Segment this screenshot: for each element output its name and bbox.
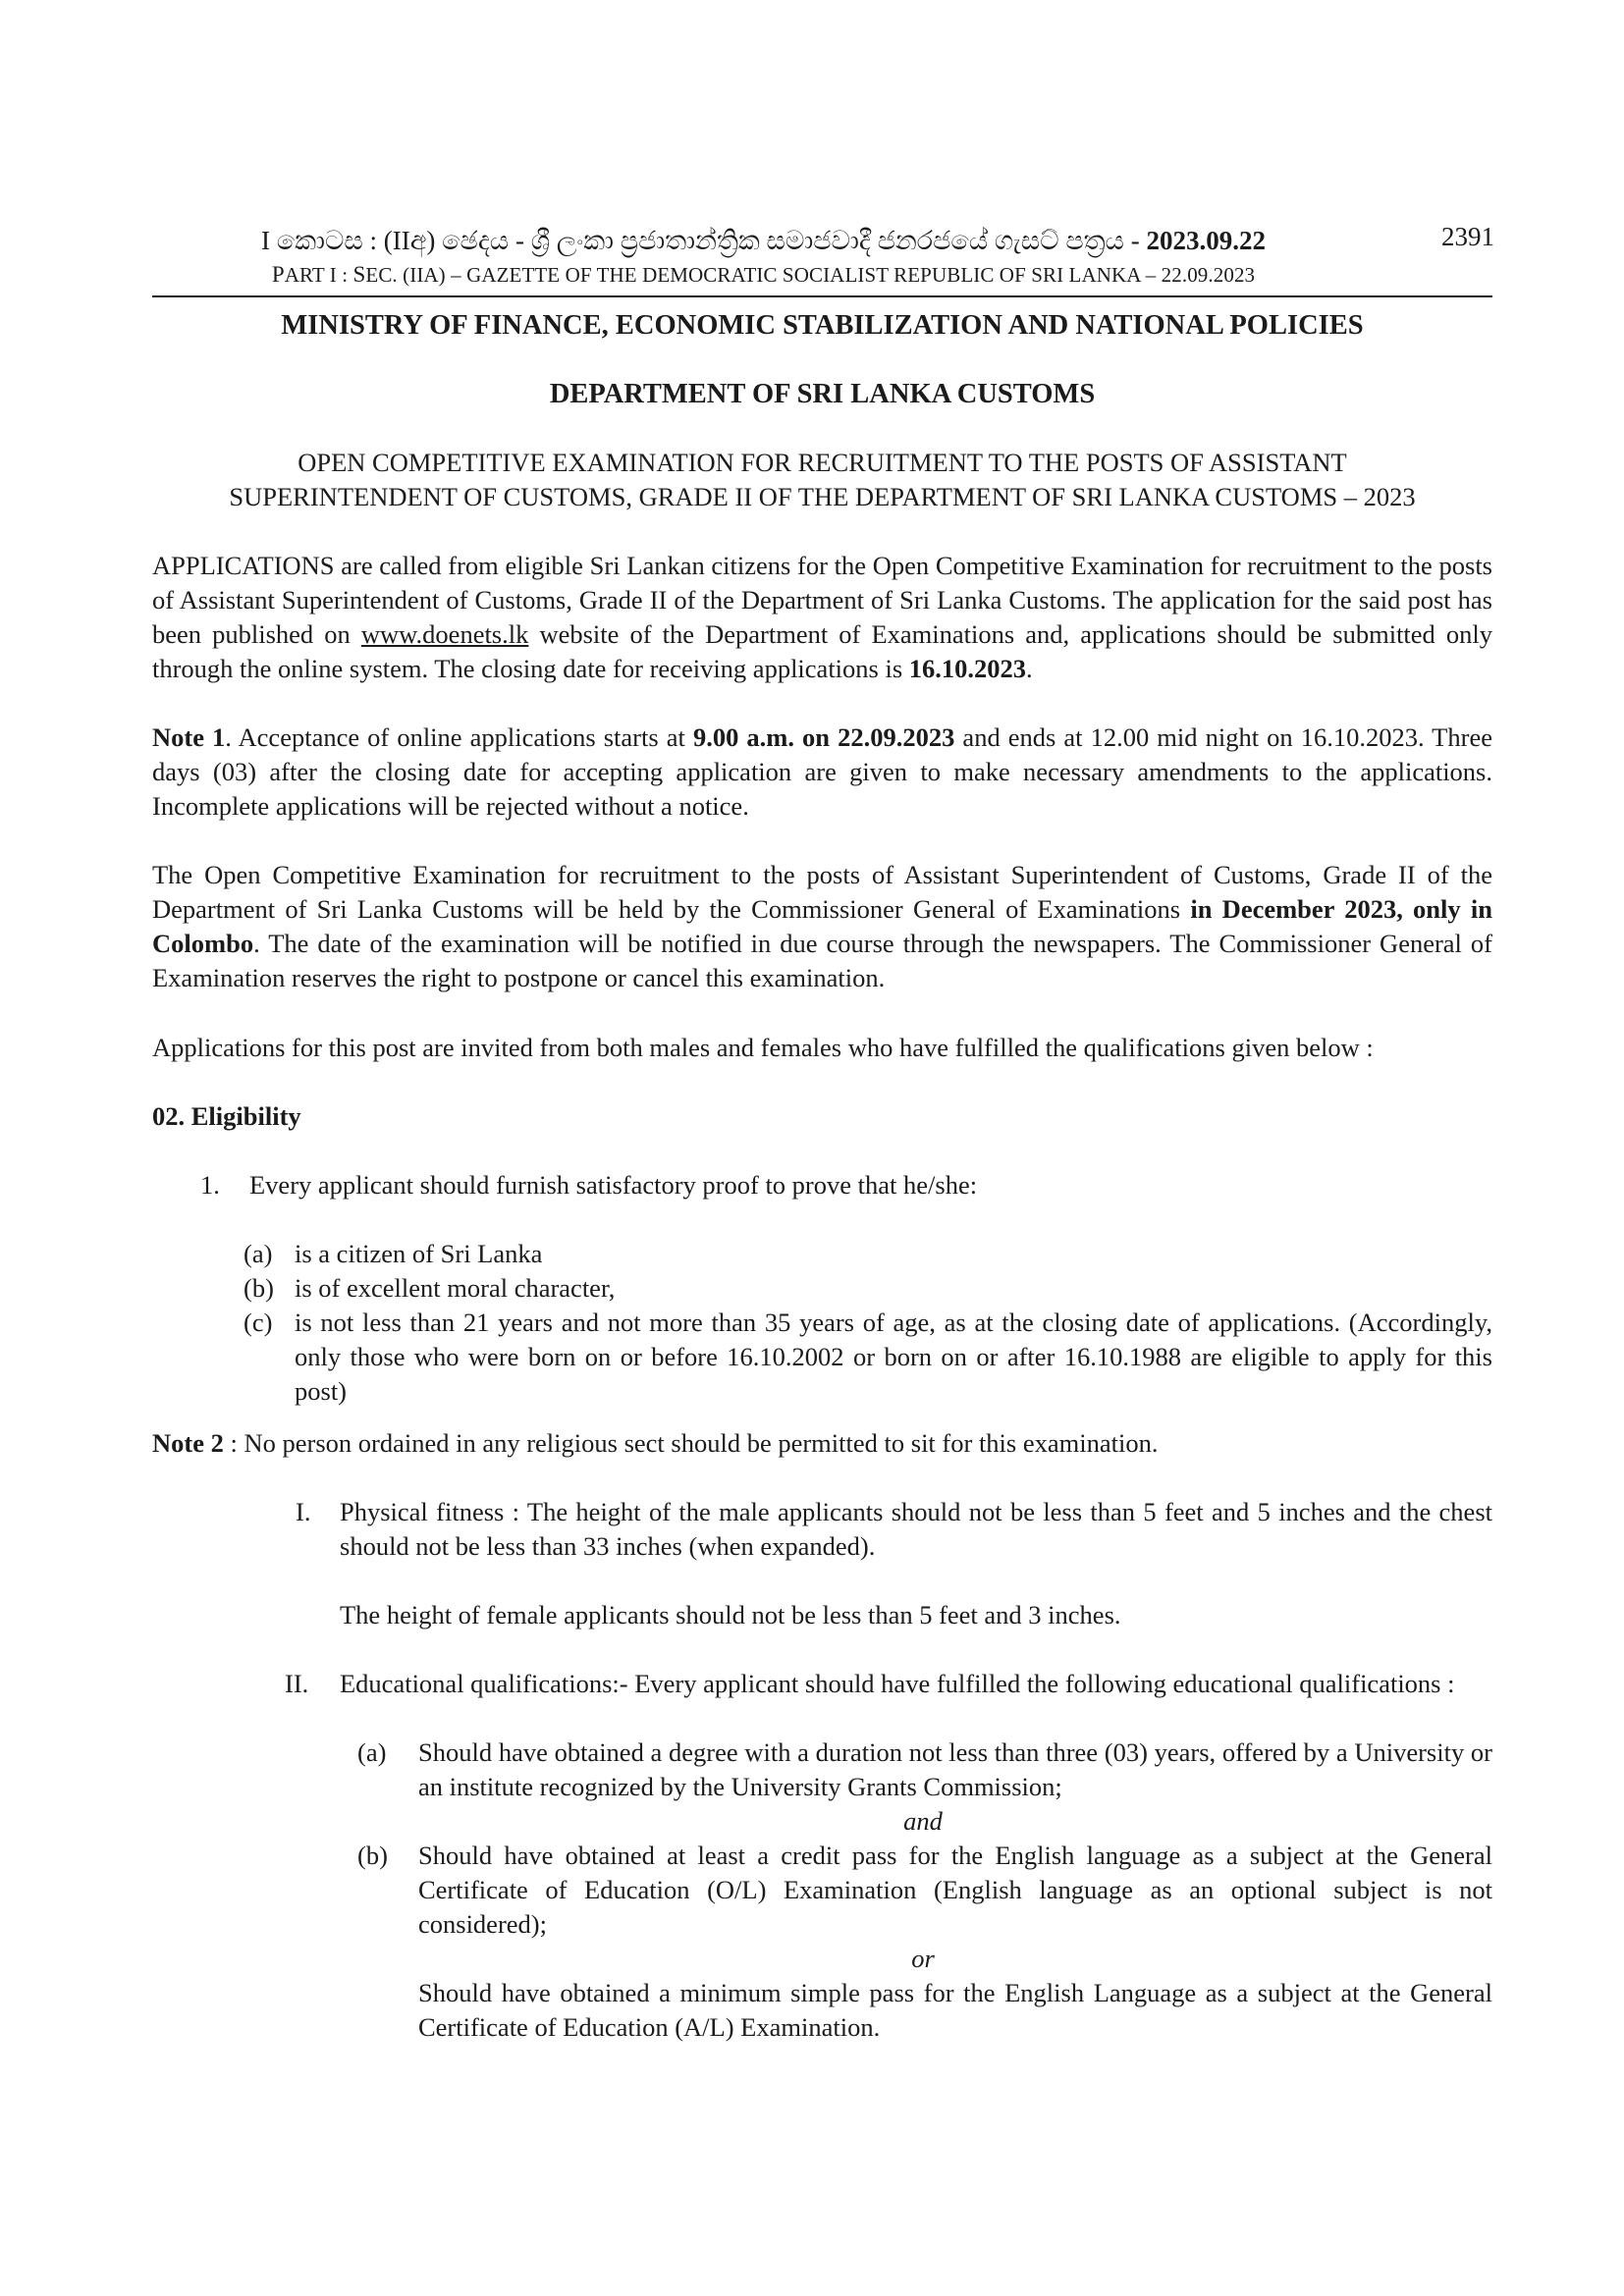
part-num: I : (324, 263, 353, 287)
roman-2-marker: II. (285, 1669, 309, 1698)
part-rest: ART (284, 263, 325, 287)
exam-title-line2: SUPERINTENDENT OF CUSTOMS, GRADE II OF THE DEPARTMENT OF SRI LANKA CUSTOMS – 2023 (229, 482, 1416, 511)
item-1-text: Every applicant should furnish satisfactory proof to prove that he/she: (249, 1170, 978, 1200)
page-number: 2391 (1441, 222, 1494, 251)
note1-text-2: and ends at 12.00 mid night on 16.10.2023. Three days (03) after the closing date for accepting application are given to make necessary amendments to the applications. Incomplete applications will be rejected without a notice. (152, 722, 1492, 821)
female-height: The height of female applicants should not be less than 5 feet and 3 inches. (340, 1600, 1121, 1629)
sinhala-header-date: 2023.09.22 (1146, 226, 1266, 255)
exam-title (152, 446, 1492, 514)
edu-item-a-text: Should have obtained a degree with a duration not less than three (03) years, offered by a University or an institute recognized by the University Grants Commission; (418, 1737, 1492, 1801)
exam-text-2: . The date of the examination will be notified in due course through the newspapers. The Commissioner General of Examination reserves the right to postpone or cancel this examination. (152, 929, 1492, 992)
department-title: DEPARTMENT OF SRI LANKA CUSTOMS (549, 379, 1096, 409)
roman-1-text: Physical fitness : The height of the male applicants should not be less than 5 feet and 5 inches and the chest should not be less than 33 inches (when expanded). (340, 1497, 1492, 1561)
note1-text-1: . Acceptance of online applications starts at (225, 722, 693, 752)
note1-paragraph (152, 721, 1492, 824)
sub-item-c-text: is not less than 21 years and not more than 35 years of age, as at the closing date of applications. (Accordingly, only those who were born on or before 16.10.2002 or born on or after 16.10.1988 are eligible to apply for this post) (295, 1308, 1492, 1406)
english-header-text: (IIA) – GAZETTE OF THE DEMOCRATIC SOCIALIST REPUBLIC OF SRI LANKA – 22.09.2023 (397, 263, 1256, 287)
item-1-marker: 1. (200, 1170, 220, 1200)
exam-text-1: The Open Competitive Examination for recruitment to the posts of Assistant Superintendent of Customs, Grade II of the Department of Sri Lanka Customs will be held by the Commissioner General of Examinations (152, 860, 1492, 924)
ministry-title: MINISTRY OF FINANCE, ECONOMIC STABILIZATION AND NATIONAL POLICIES (281, 310, 1364, 341)
exam-paragraph (152, 858, 1492, 995)
sec-cap: S (352, 262, 366, 287)
note1-start: 9.00 a.m. on 22.09.2023 (692, 722, 955, 752)
edu-item-b-text: Should have obtained at least a credit pass for the English language as a subject at the General Certificate of Education (O/L) Examination (English language as an optional subject is not considered); (418, 1841, 1492, 1939)
sub-item-c-marker: (c) (244, 1308, 273, 1337)
or-connector: or (911, 1944, 935, 1973)
english-header (152, 261, 1375, 289)
note2-label: Note 2 (152, 1428, 224, 1458)
roman-2-text: Educational qualifications:- Every applicant should have fulfilled the following educational qualifications : (340, 1669, 1455, 1698)
website-link[interactable]: www.doenets.lk (360, 619, 529, 649)
intro-paragraph (152, 549, 1492, 686)
note2-paragraph (152, 1426, 1492, 1461)
edu-alternative: Should have obtained a minimum simple pass for the English Language as a subject at the General Certificate of Education (A/L) Examination. (418, 1978, 1492, 2042)
sinhala-header-text: I කොටස : (IIඅ) ඡෙදය - ශ්‍රී ලංකා ප්‍රජාතාන්ත්‍රික සමාජවාදී ජනරජයේ ගැසට් පත්‍රය - (261, 226, 1140, 255)
edu-item-b-marker: (b) (357, 1841, 388, 1870)
header-rule (152, 295, 1492, 297)
intro-text-2: website of the Department of Examinations and, applications should be submitted only through the online system. The closing date for receiving applications is (152, 619, 1493, 683)
exam-title-line1: OPEN COMPETITIVE EXAMINATION FOR RECRUITMENT TO THE POSTS OF ASSISTANT (298, 448, 1347, 477)
intro-text-1: APPLICATIONS are called from eligible Sri Lankan citizens for the Open Competitive Examination for recruitment to the posts of Assistant Superintendent of Customs, Grade II of the Department of Sri Lanka Customs. The application for the said post has been published on (152, 551, 1492, 649)
sinhala-header (152, 224, 1375, 257)
sec-rest: EC. (365, 263, 398, 287)
closing-date: 16.10.2023 (908, 654, 1027, 683)
intro-text-3: . (1026, 654, 1033, 683)
eligibility-heading: 02. Eligibility (152, 1101, 301, 1131)
exam-bold: in December 2023, only in Colombo (152, 894, 1492, 958)
note2-text: : No person ordained in any religious sect should be permitted to sit for this examination. (223, 1428, 1159, 1458)
part-cap: P (271, 262, 285, 287)
roman-1-marker: I. (296, 1497, 311, 1526)
note1-label: Note 1 (152, 722, 226, 752)
sub-item-b-text: is of excellent moral character, (295, 1273, 616, 1303)
sub-item-a-text: is a citizen of Sri Lanka (295, 1239, 543, 1268)
sub-item-a-marker: (a) (244, 1239, 273, 1268)
and-connector: and (903, 1806, 943, 1836)
invite-paragraph: Applications for this post are invited from both males and females who have fulfilled the qualifications given below : (152, 1033, 1374, 1062)
edu-item-a-marker: (a) (357, 1737, 387, 1767)
sub-item-b-marker: (b) (244, 1273, 274, 1303)
